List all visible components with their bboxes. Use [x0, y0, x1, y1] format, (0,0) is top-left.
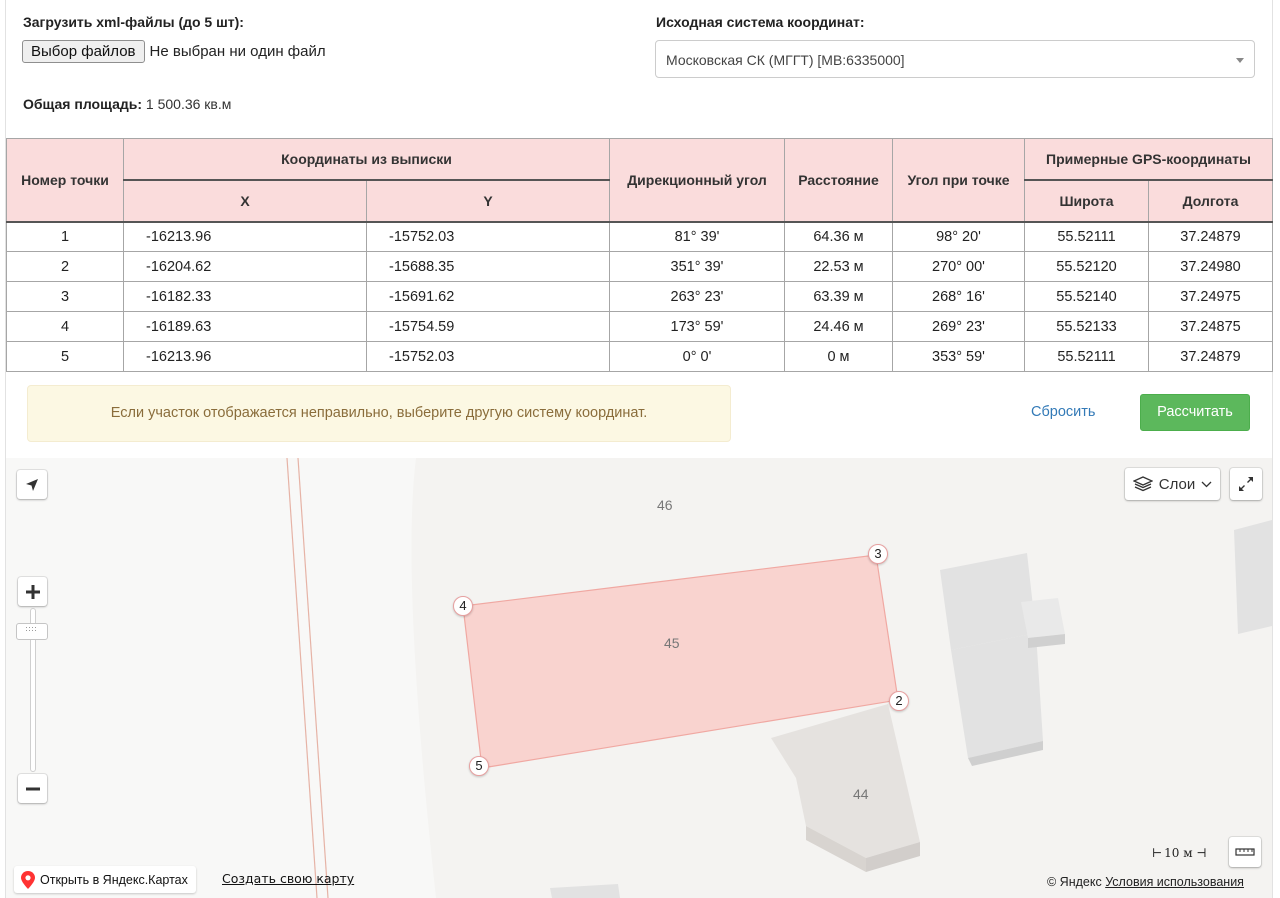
- cell-y: -15688.35: [367, 252, 610, 282]
- file-input[interactable]: [22, 40, 326, 63]
- upload-label: Загрузить xml-файлы (до 5 шт):: [23, 14, 244, 30]
- cell-distance: 63.39 м: [785, 282, 893, 312]
- cell-lat: 55.52133: [1025, 312, 1149, 342]
- point-marker[interactable]: 4: [453, 596, 473, 616]
- cell-distance: 22.53 м: [785, 252, 893, 282]
- header-distance: Расстояние: [785, 139, 893, 222]
- total-area-label: Общая площадь:: [23, 96, 143, 112]
- cell-point-angle: 270° 00': [893, 252, 1025, 282]
- parcel-number-north: 46: [657, 497, 673, 513]
- create-map-link[interactable]: Создать свою карту: [222, 871, 355, 886]
- header-gps: Примерные GPS-координаты: [1025, 139, 1273, 180]
- parcel-number: 45: [664, 635, 680, 651]
- cell-lat: 55.52111: [1025, 222, 1149, 252]
- crs-label: Исходная система координат:: [656, 14, 865, 30]
- location-arrow-icon: [24, 477, 40, 493]
- cell-point: 5: [7, 342, 124, 372]
- cell-lon: 37.24875: [1149, 312, 1273, 342]
- map-pin-icon: [21, 871, 35, 889]
- expand-icon: [1238, 476, 1254, 492]
- cell-y: -15752.03: [367, 342, 610, 372]
- calculate-button[interactable]: Рассчитать: [1140, 394, 1250, 431]
- header-lon: Долгота: [1149, 180, 1273, 222]
- caret-down-icon: [1236, 58, 1244, 63]
- cell-x: -16189.63: [124, 312, 367, 342]
- cell-point-angle: 268° 16': [893, 282, 1025, 312]
- header-coordinates: Координаты из выписки: [124, 139, 610, 180]
- crs-selected-value: Московская СК (МГГТ) [MB:6335000]: [666, 52, 905, 68]
- warning-alert: Если участок отображается неправильно, выберите другую систему координат.: [27, 385, 731, 442]
- table-row: [7, 222, 1273, 252]
- zoom-out-button[interactable]: [18, 774, 47, 803]
- table-row: [7, 342, 1273, 372]
- cell-direction-angle: 173° 59': [610, 312, 785, 342]
- layers-button[interactable]: [1125, 468, 1220, 500]
- table-row: [7, 252, 1273, 282]
- header-point-angle: Угол при точке: [893, 139, 1025, 222]
- terms-link[interactable]: Условия использования: [1105, 875, 1244, 889]
- cell-lon: 37.24980: [1149, 252, 1273, 282]
- grip-icon: [25, 625, 39, 633]
- table-row: [7, 312, 1273, 342]
- cell-point: 1: [7, 222, 124, 252]
- layers-label: Слои: [1158, 475, 1196, 493]
- table-row: [7, 282, 1273, 312]
- fullscreen-button[interactable]: [1230, 468, 1262, 500]
- map[interactable]: [6, 458, 1272, 898]
- cell-x: -16213.96: [124, 342, 367, 372]
- cell-lon: 37.24879: [1149, 342, 1273, 372]
- ruler-button[interactable]: [1229, 837, 1261, 867]
- cell-y: -15754.59: [367, 312, 610, 342]
- point-marker[interactable]: 2: [889, 691, 909, 711]
- cell-y: -15691.62: [367, 282, 610, 312]
- cell-point: 4: [7, 312, 124, 342]
- cell-lat: 55.52111: [1025, 342, 1149, 372]
- cell-y: -15752.03: [367, 222, 610, 252]
- cell-point: 3: [7, 282, 124, 312]
- header-lat: Широта: [1025, 180, 1149, 222]
- minus-icon: [26, 782, 40, 796]
- map-copyright: [1047, 875, 1244, 889]
- open-in-yandex-maps[interactable]: [14, 866, 196, 893]
- parcel-number-south: 44: [853, 786, 869, 802]
- chevron-down-icon: [1201, 481, 1212, 488]
- map-canvas: [6, 458, 1272, 898]
- zoom-slider-handle[interactable]: [16, 623, 48, 640]
- cell-lon: 37.24975: [1149, 282, 1273, 312]
- cell-lat: 55.52140: [1025, 282, 1149, 312]
- copyright-text: © Яндекс: [1047, 875, 1102, 889]
- cell-lon: 37.24879: [1149, 222, 1273, 252]
- open-in-yandex-label: Открыть в Яндекс.Картах: [40, 872, 188, 887]
- header-y: Y: [367, 180, 610, 222]
- total-area-value: 1 500.36 кв.м: [145, 96, 232, 112]
- reset-link[interactable]: Сбросить: [1031, 404, 1096, 420]
- cell-distance: 24.46 м: [785, 312, 893, 342]
- cell-point-angle: 98° 20': [893, 222, 1025, 252]
- crs-select[interactable]: [655, 40, 1255, 78]
- header-point-number: Номер точки: [7, 139, 124, 222]
- cell-point: 2: [7, 252, 124, 282]
- scale-value: 10 м: [1164, 846, 1193, 860]
- point-marker[interactable]: 5: [469, 756, 489, 776]
- cell-direction-angle: 81° 39': [610, 222, 785, 252]
- total-area: [23, 96, 231, 112]
- cell-direction-angle: 351° 39': [610, 252, 785, 282]
- cell-point-angle: 353° 59': [893, 342, 1025, 372]
- cell-x: -16213.96: [124, 222, 367, 252]
- choose-files-button[interactable]: Выбор файлов: [22, 40, 145, 63]
- header-direction-angle: Дирекционный угол: [610, 139, 785, 222]
- cell-distance: 0 м: [785, 342, 893, 372]
- cell-lat: 55.52120: [1025, 252, 1149, 282]
- header-x: X: [124, 180, 367, 222]
- geolocation-button[interactable]: [17, 470, 47, 499]
- cell-direction-angle: 263° 23': [610, 282, 785, 312]
- map-scale: ⊢ 10 м ⊣: [1152, 846, 1207, 860]
- coordinates-table: [6, 138, 1273, 372]
- point-marker[interactable]: 3: [868, 544, 888, 564]
- cell-direction-angle: 0° 0': [610, 342, 785, 372]
- file-status: Не выбран ни один файл: [149, 43, 326, 60]
- zoom-in-button[interactable]: [18, 577, 47, 606]
- plus-icon: [26, 585, 40, 599]
- ruler-icon: [1235, 847, 1255, 857]
- cell-distance: 64.36 м: [785, 222, 893, 252]
- cell-x: -16204.62: [124, 252, 367, 282]
- cell-point-angle: 269° 23': [893, 312, 1025, 342]
- cell-x: -16182.33: [124, 282, 367, 312]
- layers-icon: [1133, 476, 1153, 492]
